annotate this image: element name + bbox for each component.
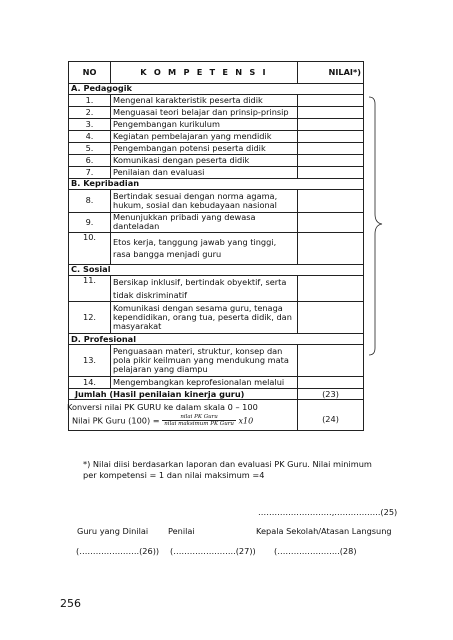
section-pedagogik: A. Pedagogik — [69, 84, 364, 95]
row-no: 2. — [69, 107, 111, 119]
konversi-fraction — [162, 414, 236, 428]
row-no: 7. — [69, 167, 111, 179]
footnote: *) Nilai diisi berdasarkan laporan dan evaluasi PK Guru. Nilai minimum per kompetensi = 1 dan nilai maksimum =4 — [83, 459, 372, 481]
row-value-cell[interactable] — [298, 95, 364, 107]
row-text: Menguasai teori belajar dan prinsip-prinsip — [111, 107, 298, 119]
konversi-value: (24) — [298, 400, 364, 431]
row-no: 10. — [69, 232, 111, 264]
row-no: 3. — [69, 119, 111, 131]
header-kompetensi: K O M P E T E N S I — [111, 62, 298, 84]
row-value-cell[interactable] — [298, 377, 364, 389]
row-value-cell[interactable] — [298, 190, 364, 213]
row-no: 4. — [69, 131, 111, 143]
row-value-cell[interactable] — [298, 213, 364, 233]
konversi-multiplier: x10 — [238, 416, 254, 426]
row-text: Komunikasi dengan sesama guru, tenaga kependidikan, orang tua, peserta didik, dan masyarakat — [111, 302, 298, 334]
konversi-cell — [69, 400, 298, 431]
kepsek-label: Kepala Sekolah/Atasan Langsung — [256, 526, 392, 536]
konversi-line1: Konversi nilai PK GURU ke dalam skala 0 – 100 — [67, 401, 258, 412]
page-number: 256 — [60, 597, 81, 610]
section-profesional: D. Profesional — [69, 334, 364, 345]
guru-label: Guru yang Dinilai — [77, 526, 149, 536]
row-no: 14. — [69, 377, 111, 389]
row-no: 13. — [69, 345, 111, 377]
row-text: Menunjukkan pribadi yang dewasa danteladan — [111, 213, 298, 233]
row-text: Mengenal karakteristik peserta didik — [111, 95, 298, 107]
penilai-label: Penilai — [168, 526, 195, 536]
row-value-cell[interactable] — [298, 119, 364, 131]
row-value-cell[interactable] — [298, 167, 364, 179]
row-text: Etos kerja, tanggung jawab yang tinggi, rasa bangga menjadi guru — [111, 232, 298, 264]
row-text: Pengembangan potensi peserta didik — [111, 143, 298, 155]
konversi-formula — [72, 414, 295, 428]
row-value-cell[interactable] — [298, 275, 364, 301]
fraction-denominator: nilai maksimum PK Guru — [164, 421, 234, 428]
row-value-cell[interactable] — [298, 232, 364, 264]
guru-name-blank: (………………….(26)) — [76, 546, 160, 556]
row-no: 12. — [69, 302, 111, 334]
row-no: 5. — [69, 143, 111, 155]
section-kepribadian: B. Kepribadian — [69, 179, 364, 190]
row-text: Bersikap inklusif, bertindak obyektif, serta tidak diskriminatif — [111, 275, 298, 301]
header-nilai: NILAI*) — [298, 62, 364, 84]
curly-brace-icon — [366, 96, 388, 356]
row-text: Mengembangkan keprofesionalan melalui — [111, 377, 298, 389]
jumlah-label: Jumlah (Hasil penilaian kinerja guru) — [69, 389, 298, 400]
row-value-cell[interactable] — [298, 143, 364, 155]
row-no: 6. — [69, 155, 111, 167]
row-value-cell[interactable] — [298, 107, 364, 119]
penilai-name-blank: (…………………..(27)) — [170, 546, 256, 556]
row-no: 11. — [69, 275, 111, 301]
row-value-cell[interactable] — [298, 345, 364, 377]
row-text: Komunikasi dengan peserta didik — [111, 155, 298, 167]
row-value-cell[interactable] — [298, 131, 364, 143]
row-text: Pengembangan kurikulum — [111, 119, 298, 131]
jumlah-value: (23) — [298, 389, 364, 400]
row-no: 8. — [69, 190, 111, 213]
row-text: Kegiatan pembelajaran yang mendidik — [111, 131, 298, 143]
row-text: Penilaian dan evaluasi — [111, 167, 298, 179]
row-no: 1. — [69, 95, 111, 107]
row-value-cell[interactable] — [298, 155, 364, 167]
row-text: Bertindak sesuai dengan norma agama, hukum, sosial dan kebudayaan nasional — [111, 190, 298, 213]
row-value-cell[interactable] — [298, 302, 364, 334]
kepsek-name-blank: (…………………..(28) — [274, 546, 357, 556]
row-text: Penguasaan materi, struktur, konsep dan pola pikir keilmuan yang mendukung mata pelajaran yang diampu — [111, 345, 298, 377]
fraction-numerator: nilai PK Guru — [162, 414, 236, 421]
konversi-line2: Nilai PK Guru (100) = — [72, 415, 160, 426]
row-no: 9. — [69, 213, 111, 233]
place-date-line: ………………………,……………..(25) — [258, 507, 398, 517]
section-sosial: C. Sosial — [69, 264, 364, 275]
table-header-row — [69, 62, 364, 84]
competency-table — [68, 61, 364, 431]
header-no: NO — [69, 62, 111, 84]
